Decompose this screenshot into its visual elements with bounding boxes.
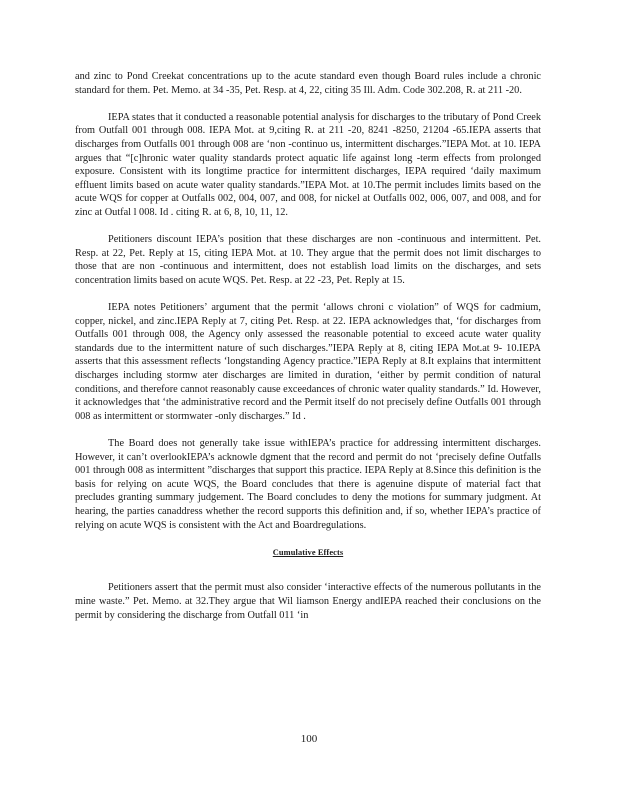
paragraph: Petitioners discount IEPA’s position that these discharges are non -continuous and intermittent. Pet. Resp. at 22, Pet. Reply at 15, citing IEPA Mot. at 10. They argue that the permit does not limit discharges to those that are non -continuous and intermittent, does not establish load limits on the discharges, and sets concentration limits based on acute WQS. Pet. Resp. at 22 -23, Pet. Reply at 15. bbox=[75, 234, 541, 286]
section-heading: Cumulative Effects bbox=[272, 547, 344, 557]
paragraph: The Board does not generally take issue withIEPA’s practice for addressing intermittent discharges. However, it can’t overlookIEPA’s acknowle dgment that the record and permit do not ‘precisely define Outfalls 001 through 008 as intermittent ”discharges that support this practice. IEPA Reply at 8.Since this definition is the basis for relying on acute WQS, the Board concludes that there is agenuine dispute of material fact that precludes granting summary judgement. The Board concludes to deny the motions for summary judgment. At hearing, the parties canaddress whether the record supports this definition and, if so, whether IEPA’s practice of relying on acute WQS is consistent with the Act and Boardregulations. bbox=[75, 438, 541, 531]
page-number: 100 bbox=[300, 733, 318, 745]
paragraph: IEPA notes Petitioners’ argument that the permit ‘allows chroni c violation” of WQS for cadmium, copper, nickel, and zinc.IEPA Reply at 7, citing Pet. Resp. at 22. IEPA acknowledges that, ‘for discharges from Outfalls 001 through 008, the Agency only assessed the reasonable potential to exceed acute water quality standards due to the intermittent nature of such discharges.”IEPA Reply at 8, citing IEPA Mot.at 9- 10.IEPA asserts that this assessment reflects ‘longstanding Agency practice.”IEPA Reply at 8.It explains that intermittent discharges including stormw ater discharges are limited in duration, ‘either by permit condition of natural conditions, and therefore cannot reasonably cause exceedances of chronic water quality standards.” Id. However, it acknowledges that ‘the administrative record and the Permit itself do not precisely define Outfalls 001 through 008 as intermittent or stormwater -only discharges.” Id . bbox=[75, 302, 541, 422]
document-page bbox=[75, 70, 541, 636]
paragraph: Petitioners assert that the permit must also consider ‘interactive effects of the numerous pollutants in the mine waste.” Pet. Memo. at 32.They argue that Wil liamson Energy andIEPA reached their conclusions on the permit by considering the discharge from Outfall 011 ‘in bbox=[75, 582, 541, 621]
paragraph: and zinc to Pond Creekat concentrations up to the acute standard even though Board rules include a chronic standard for them. Pet. Memo. at 34 -35, Pet. Resp. at 4, 22, citing 35 Ill. Adm. Code 302.208, R. at 211 -20. bbox=[75, 71, 541, 96]
paragraph: IEPA states that it conducted a reasonable potential analysis for discharges to the tributary of Pond Creek from Outfall 001 through 008. IEPA Mot. at 9,citing R. at 211 -20, 8241 -8250, 21204 -65.IEPA asserts that discharges from Outfalls 001 through 008 are ‘non -continuo us, intermittent discharges.”IEPA Mot. at 10. IEPA argues that “[c]hronic water quality standards protect aquatic life against long -term effects from prolonged exposure. Consistent with its longtime practice for intermittent discharges, IEPA required ‘daily maximum effluent limits based on acute water quality standards.”IEPA Mot. at 10.The permit includes limits based on the acute WQS for copper at Outfalls 002, 004, 007, and 008, for nickel at Outfalls 002, 006, 007, and 008, and for zinc at Outfal l 008. Id . citing R. at 6, 8, 10, 11, 12. bbox=[75, 111, 541, 218]
